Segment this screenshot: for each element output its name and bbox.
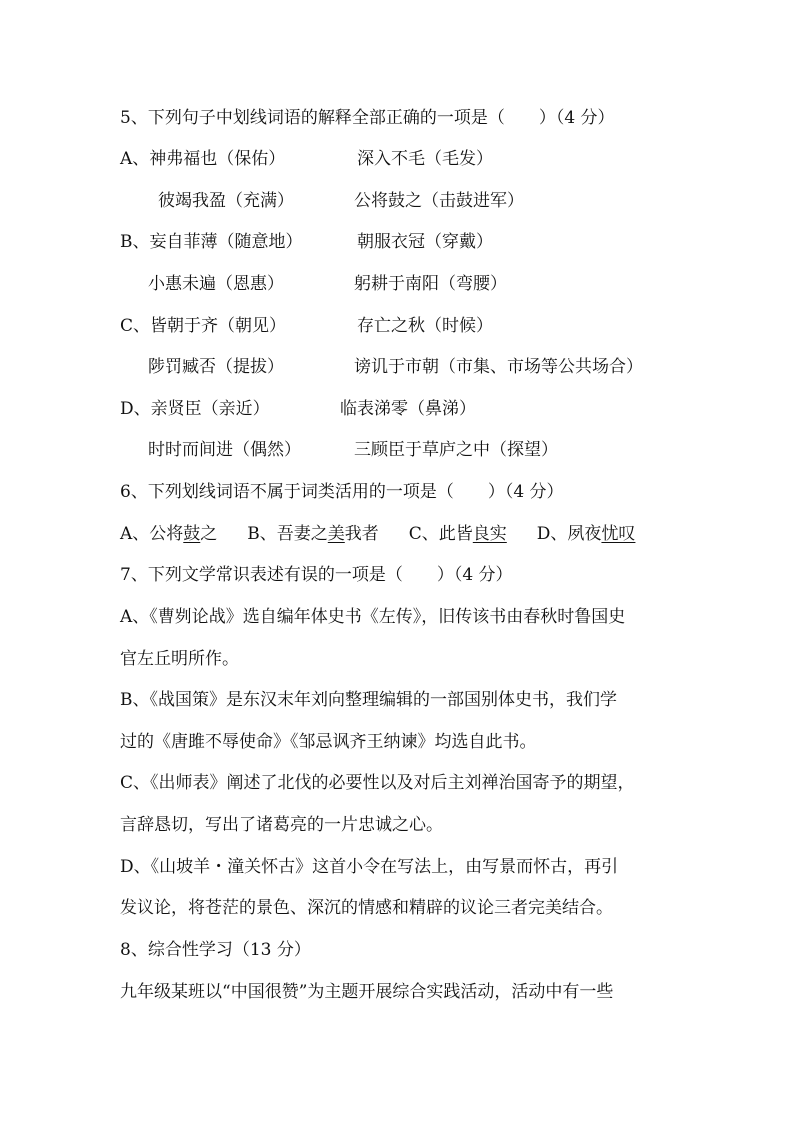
q5-option-d-line1 (120, 397, 270, 421)
q5-stem: 5、下列句子中划线词语的解释全部正确的一项是（ ）（4 分） (120, 108, 615, 128)
q5-b-phrase3: 小惠未遍（恩惠） (148, 274, 284, 294)
q5-c-phrase1: 皆朝于齐（朝见） (150, 316, 287, 336)
q6-stem: 6、下列划线词语不属于词类活用的一项是（ ）（4 分） (120, 482, 564, 502)
q6-a-underlined: 鼓 (183, 524, 201, 544)
q6-a-text: A、公将 (120, 524, 184, 544)
q7-stem: 7、下列文学常识表述有误的一项是（ ）（4 分） (120, 565, 513, 585)
q5-a-phrase1: 神弗福也（保佑） (149, 149, 286, 169)
q5-option-c-line1 (120, 314, 286, 338)
q5-option-b-line1 (120, 230, 303, 254)
q6-option-b (247, 522, 379, 546)
q5-b-phrase2: 朝服衣冠（穿戴） (357, 232, 493, 252)
q6-b-underlined: 美 (327, 524, 345, 544)
q5-c-phrase3: 陟罚臧否（提拔） (148, 357, 284, 377)
q7-c-line1: C、《出师表》阐述了北伐的必要性以及对后主刘禅治国寄予的期望， (120, 773, 635, 793)
q5-c-phrase2: 存亡之秋（时候） (357, 316, 493, 336)
option-label: D、 (120, 399, 151, 419)
q6-option-a (120, 522, 217, 546)
q7-b-line1: B、《战国策》是东汉末年刘向整理编辑的一部国别体史书，我们学 (120, 690, 617, 710)
q5-d-phrase3: 时时而间进（偶然） (148, 440, 301, 460)
q6-c-text: C、此皆 (408, 524, 473, 544)
q6-b-text: B、吾妻之 (247, 524, 328, 544)
q7-d-line2: 发议论，将苍茫的景色、深沉的情感和精辟的议论三者完美结合。 (120, 898, 613, 918)
q5-a-phrase4: 公将鼓之（击鼓进军） (354, 191, 524, 211)
q6-option-d (537, 524, 636, 544)
q5-d-phrase1: 亲贤臣（亲近） (150, 399, 270, 419)
q7-b-line2: 过的《唐雎不辱使命》《邹忌讽齐王纳谏》均选自此书。 (120, 732, 537, 752)
q6-option-c (409, 522, 507, 546)
q6-b-text-post: 我者 (344, 524, 379, 544)
q5-d-phrase4: 三顾臣于草庐之中（探望） (354, 440, 558, 460)
option-label: A、 (120, 149, 150, 169)
q5-b-phrase1: 妄自菲薄（随意地） (149, 232, 303, 252)
q7-a-line2: 官左丘明所作。 (120, 649, 239, 669)
q7-a-line1: A、《曹刿论战》选自编年体史书《左传》，旧传该书由春秋时鲁国史 (120, 607, 626, 627)
q5-option-a-line1 (120, 147, 285, 171)
q8-line1: 九年级某班以“中国很赞”为主题开展综合实践活动，活动中有一些 (120, 982, 614, 1002)
q5-b-phrase4: 躬耕于南阳（弯腰） (354, 274, 507, 294)
q5-d-phrase2: 临表涕零（鼻涕） (340, 399, 476, 419)
q8-stem: 8、综合性学习（13 分） (120, 940, 311, 960)
q6-c-underlined: 良实 (472, 524, 507, 544)
q5-a-phrase3: 彼竭我盈（充满） (158, 191, 294, 211)
q6-d-text: D、夙夜 (536, 524, 602, 544)
option-label: C、 (120, 316, 151, 336)
q6-d-underlined: 忧叹 (601, 524, 636, 544)
q5-a-phrase2: 深入不毛（毛发） (357, 149, 493, 169)
q6-options (120, 522, 635, 546)
q7-c-line2: 言辞恳切，写出了诸葛亮的一片忠诚之心。 (120, 815, 443, 835)
q6-a-text-post: 之 (200, 524, 218, 544)
q7-d-line1: D、《山坡羊・潼关怀古》这首小令在写法上，由写景而怀古，再引 (120, 857, 619, 877)
q5-c-phrase4: 谤讥于市朝（市集、市场等公共场合） (354, 357, 643, 377)
option-label: B、 (120, 232, 150, 252)
